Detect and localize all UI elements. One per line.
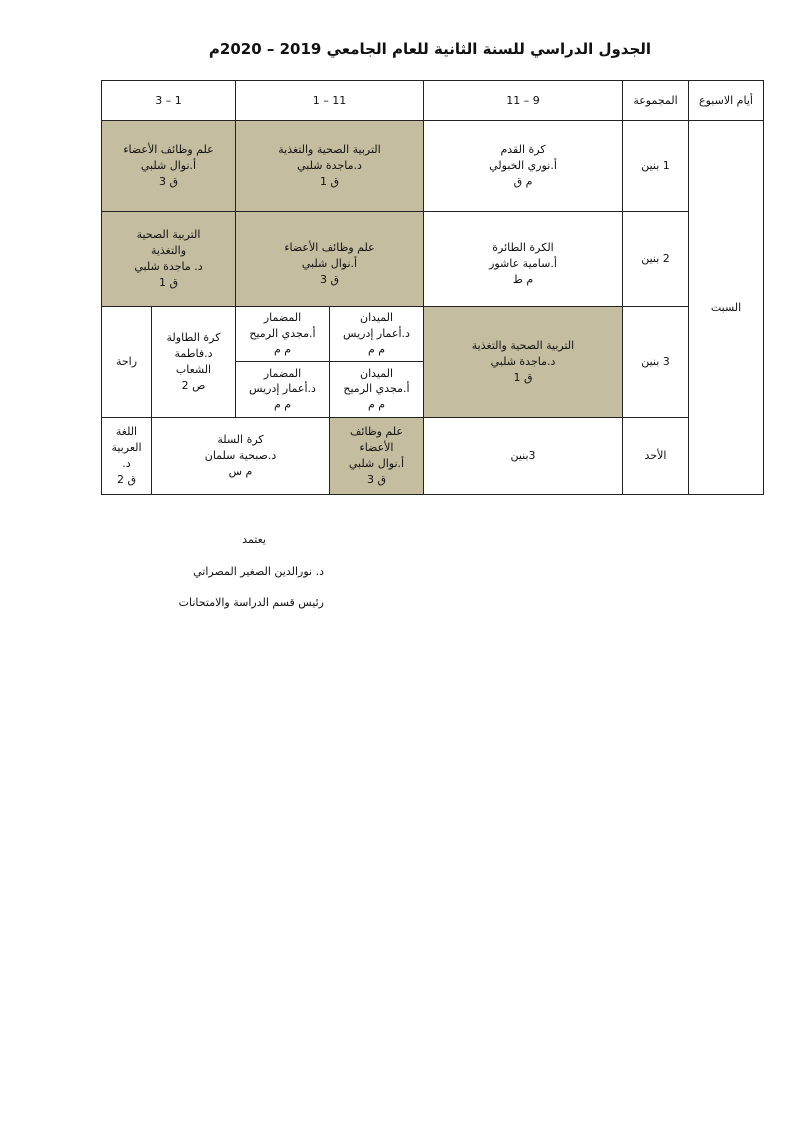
class-cell — [424, 121, 623, 211]
class-cell — [330, 307, 424, 362]
break-cell: راحة — [102, 307, 152, 418]
class-cell — [152, 417, 330, 494]
instructor: أ.سامية عاشور — [489, 257, 557, 271]
instructor: د.أعمار إدريس — [343, 327, 410, 341]
course-name: كرة السلة — [217, 432, 264, 446]
room: ق 3 — [319, 273, 340, 287]
signatory-name: د. نورالدين الصغير المصراتي — [193, 565, 324, 578]
instructor: أ.مجدي الرميح — [249, 327, 316, 341]
schedule-table — [101, 80, 764, 495]
instructor: د. ماجدة شلبي — [134, 259, 203, 273]
course-name: المضمار — [263, 366, 302, 380]
approval-label: يعتمد — [242, 533, 266, 546]
room: م م — [367, 343, 386, 357]
course-name: الكرة الطائرة — [492, 241, 554, 255]
room: ق 1 — [513, 370, 533, 384]
class-cell — [236, 307, 330, 362]
course-name: كرة الطاولة — [166, 330, 221, 344]
instructor: أ.نوال شلبي — [301, 257, 358, 271]
instructor: الشعاب — [175, 362, 212, 376]
slot-header-2: 11 – 1 — [236, 81, 424, 121]
room: ص 2 — [181, 378, 206, 392]
instructor: د. — [122, 456, 131, 470]
class-cell — [152, 307, 236, 418]
room: م م — [273, 343, 292, 357]
table-row — [102, 121, 764, 211]
instructor: د.صبحية سلمان — [204, 448, 277, 462]
class-cell — [330, 362, 424, 417]
days-header: أيام الاسبوع — [689, 81, 764, 121]
room: ق 3 — [366, 472, 387, 486]
room: ق 1 — [158, 275, 179, 289]
course-name: التربية الصحية والتغذية — [471, 338, 575, 352]
room: ق 3 — [158, 174, 179, 188]
course-name: كرة القدم — [500, 142, 546, 156]
class-cell — [424, 307, 623, 418]
instructor: د.فاطمة — [174, 346, 213, 360]
group-cell: 3بنين — [424, 417, 623, 494]
class-cell — [424, 211, 623, 306]
table-row — [102, 211, 764, 306]
instructor: أ.نوال شلبي — [348, 456, 405, 470]
class-cell — [102, 417, 152, 494]
course-name: اللغة العربية — [111, 424, 142, 454]
signatory-role: رئيس قسم الدراسة والامتحانات — [178, 596, 324, 609]
group-cell: 3 بنين — [623, 307, 689, 418]
class-cell — [236, 211, 424, 306]
class-cell — [102, 211, 236, 306]
instructor: أ.نوال شلبي — [140, 158, 197, 172]
course-name: المضمار — [263, 311, 302, 325]
course-name: والتغذية — [150, 243, 187, 257]
instructor: أ.نوري الخبولي — [489, 158, 557, 172]
group-cell: 2 بنين — [623, 211, 689, 306]
slot-header-1: 9 – 11 — [424, 81, 623, 121]
class-cell — [236, 362, 330, 417]
table-row — [102, 307, 764, 362]
room: م م — [367, 398, 386, 412]
page-title: الجدول الدراسي للسنة الثانية للعام الجامعي 2019 – 2020م — [208, 40, 652, 58]
day-cell-sunday: الأحد — [623, 417, 689, 494]
instructor: أ.مجدي الرميح — [343, 382, 410, 396]
course-name: علم وظائف الأعضاء — [284, 241, 375, 255]
class-cell — [236, 121, 424, 211]
room: ق 1 — [319, 174, 340, 188]
course-name: التربية الصحية والتغذية — [278, 142, 381, 156]
course-name: الميدان — [360, 366, 393, 380]
instructor: د.ماجدة شلبي — [490, 354, 556, 368]
course-name: علم وظائف الأعضاء — [123, 142, 214, 156]
group-cell: 1 بنين — [623, 121, 689, 211]
day-cell-saturday: السبت — [689, 121, 764, 495]
room: م س — [228, 464, 253, 478]
slot-header-3: 1 – 3 — [102, 81, 236, 121]
course-name: علم وظائف الأعضاء — [350, 424, 403, 454]
class-cell — [102, 121, 236, 211]
instructor: د.ماجدة شلبي — [297, 158, 362, 172]
header-row — [102, 81, 764, 121]
group-header: المجموعة — [623, 81, 689, 121]
room: ق 2 — [116, 472, 137, 486]
instructor: د.أعمار إدريس — [249, 382, 316, 396]
course-name: التربية الصحية — [136, 227, 201, 241]
room: م ق — [513, 174, 533, 188]
room: م ط — [512, 273, 534, 287]
course-name: الميدان — [360, 311, 393, 325]
room: م م — [273, 398, 292, 412]
class-cell — [330, 417, 424, 494]
table-row — [102, 417, 764, 494]
